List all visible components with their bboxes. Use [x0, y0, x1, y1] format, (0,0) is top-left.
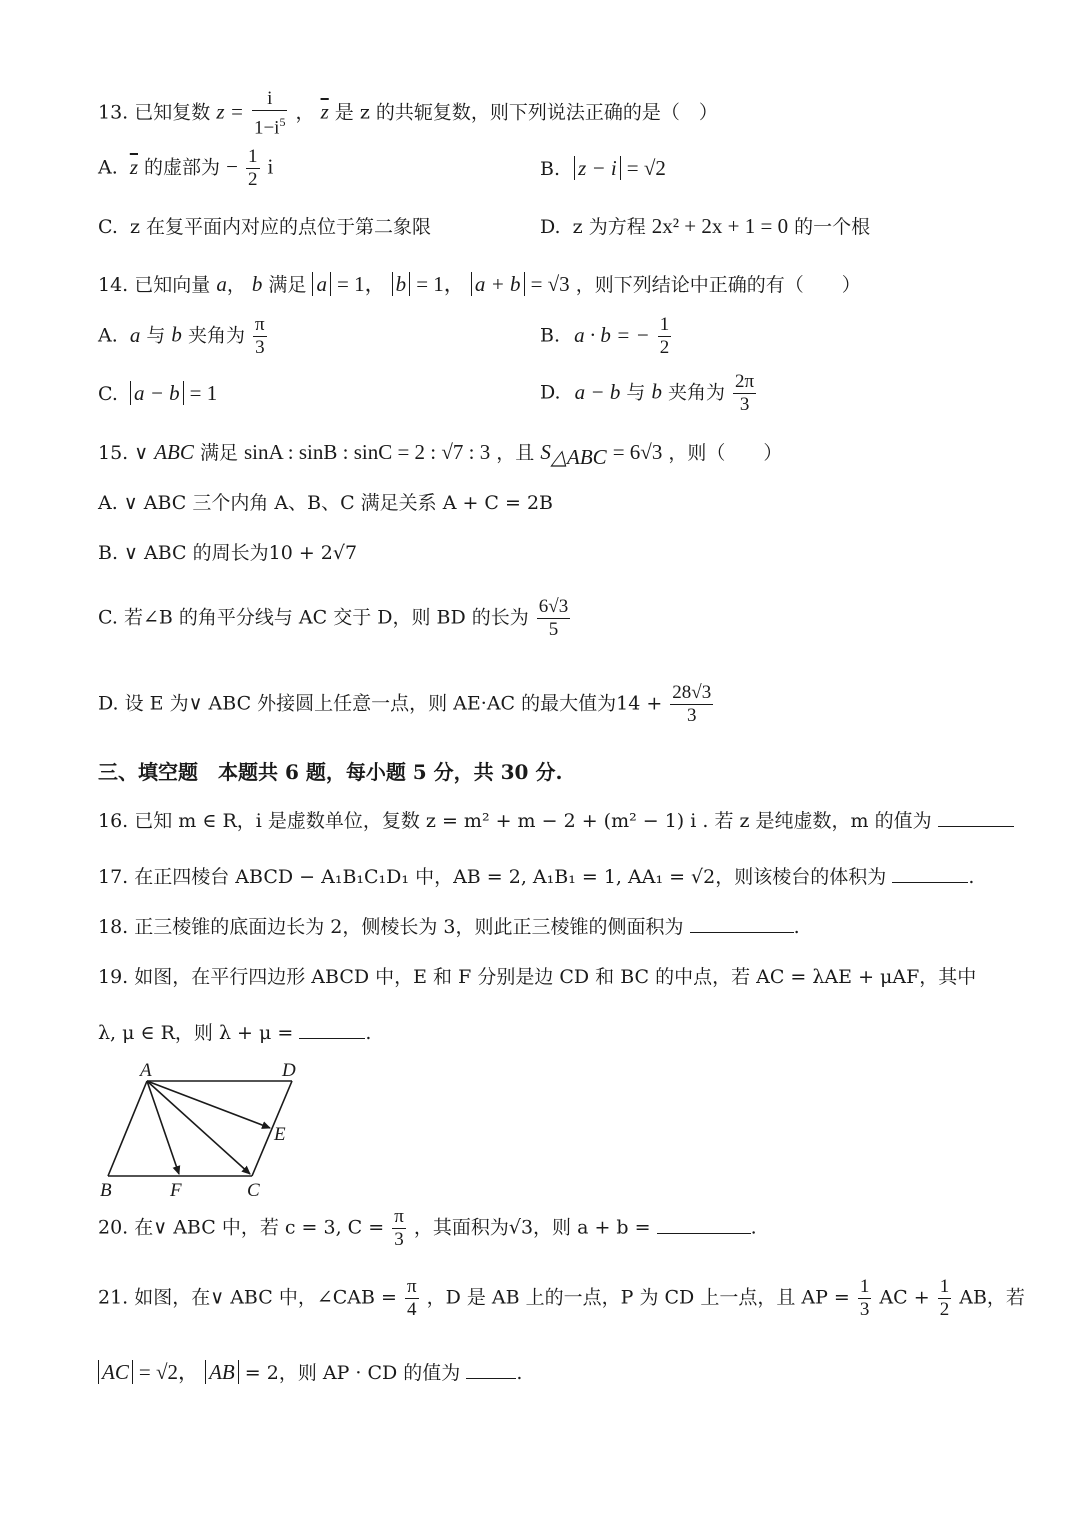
q20-text-a: 20. 在∨ ABC 中，若 c = 3, C = — [98, 1216, 385, 1239]
q14-abs-a: a — [312, 272, 331, 296]
q13-c-label: C. — [98, 216, 118, 238]
q15-b-text: B. ∨ ABC 的周长为10 + 2√7 — [98, 542, 358, 564]
q13-stem-end: 是 z 的共轭复数，则下列说法正确的是（ ） — [334, 101, 718, 124]
q21-eq1: = √2， — [138, 1360, 200, 1384]
q20-text-b: ，其面积为√3，则 a + b = — [413, 1216, 651, 1239]
q21-text-b: ，D 是 AB 上的一点，P 为 CD 上一点，且 AP = — [426, 1286, 850, 1309]
q13-d-equation: 2x² + 2x + 1 = 0 — [651, 214, 789, 238]
q20 — [98, 1206, 757, 1251]
q21-text-c: AC + — [879, 1286, 930, 1309]
edge-dc — [252, 1081, 292, 1176]
q20-fraction — [392, 1206, 406, 1251]
q21-num3: 1 — [939, 1276, 950, 1297]
q21-line2 — [98, 1356, 522, 1386]
q21-eq2: = 2，则 AP · CD 的值为 — [244, 1362, 461, 1384]
q15-then: ，则（ ） — [668, 442, 783, 464]
q14-eq2: = 1， — [416, 272, 465, 296]
section-heading — [98, 756, 562, 785]
q15-and: ，且 — [496, 442, 535, 464]
q14-d-num: 2π — [735, 371, 755, 392]
q18-answer-blank[interactable] — [690, 914, 794, 933]
q17 — [98, 862, 974, 889]
q14-d-vec-b: b — [651, 379, 662, 404]
q14-a-fraction — [253, 314, 267, 359]
q21 — [98, 1276, 1025, 1321]
q19-text: 19. 如图，在平行四边形 ABCD 中，E 和 F 分别是边 CD 和 BC 的中点，若 AC = λAE + μAF，其中 — [98, 966, 977, 988]
q14-option-d — [540, 371, 758, 416]
q13-option-c — [98, 212, 431, 239]
q21-fraction-3 — [938, 1276, 952, 1321]
q14-d-angle-text: 夹角为 — [667, 381, 725, 404]
q20-answer-blank[interactable] — [657, 1215, 751, 1234]
q21-answer-blank[interactable] — [466, 1360, 516, 1379]
q15-option-b — [98, 538, 357, 565]
q17-end: . — [968, 866, 975, 888]
q14-c-abs: a − b — [130, 381, 184, 405]
q14-b-label: B. — [540, 324, 561, 347]
label-e: E — [274, 1124, 286, 1145]
q14-vec-b: b — [251, 272, 263, 296]
q13-option-b — [540, 156, 666, 181]
q21-abs-ac: AC — [98, 1360, 133, 1384]
q19-parallelogram-figure — [92, 1056, 322, 1206]
q13-a-minus: − — [226, 154, 238, 179]
q21-num2: 1 — [859, 1276, 870, 1297]
q14-abs-b: b — [392, 272, 411, 296]
q21-fraction-1 — [405, 1276, 419, 1321]
q13-b-eq: = √2 — [626, 156, 666, 180]
q14-vec-a: a — [216, 272, 227, 296]
q21-fraction-2 — [858, 1276, 872, 1321]
q15-c-den: 5 — [548, 619, 559, 640]
vector-ae — [147, 1081, 270, 1128]
q13-option-a — [98, 146, 273, 191]
q14-eq3: = √3 — [530, 272, 570, 296]
label-c: C — [247, 1180, 260, 1201]
q13-frac-den — [252, 111, 288, 139]
q15-stem — [98, 438, 782, 470]
q14-option-a — [98, 314, 269, 359]
q14-d-label: D. — [540, 381, 561, 404]
q18-end: . — [793, 916, 800, 938]
q14-b-text: a · b = − — [574, 322, 650, 347]
q14-b-den: 2 — [659, 337, 670, 358]
q15-area-sub: △ABC — [550, 444, 607, 469]
q13-frac-num: i — [252, 88, 288, 111]
q20-end: . — [750, 1216, 757, 1239]
q20-den: 3 — [394, 1229, 404, 1250]
q16 — [98, 806, 1014, 833]
q13-comma: ， — [295, 101, 315, 124]
q15-d-text: D. 设 E 为∨ ABC 外接圆上任意一点，则 AE·AC 的最大值为14 + — [98, 692, 663, 715]
q13-a-num: 1 — [248, 146, 258, 167]
q15-option-c — [98, 596, 572, 641]
q14-abs-ab: a + b — [471, 272, 525, 296]
q15-c-num: 6√3 — [538, 596, 569, 617]
q14-satisfy: 满足 — [268, 274, 307, 296]
q14-d-fraction — [733, 371, 756, 416]
q19-end: . — [365, 1022, 372, 1044]
q14-b-num: 1 — [659, 314, 670, 335]
q14-d-with: 与 — [626, 381, 646, 404]
q19-text2: λ, μ ∈ R，则 λ + μ = — [98, 1022, 294, 1044]
q17-answer-blank[interactable] — [892, 864, 968, 883]
q14-c-eq: = 1 — [189, 381, 218, 405]
q13-b-label: B. — [540, 158, 561, 180]
q15-number: 15. ∨ — [98, 442, 149, 464]
q18-text: 18. 正三棱锥的底面边长为 2，侧棱长为 3，则此正三棱锥的侧面积为 — [98, 916, 684, 938]
q14-stem: 14. 已知向量 a， b 满足 a = 1， b = 1， a + b = √3 ，则下列结论中正确的有（ ） — [98, 272, 861, 296]
q21-text-a: 21. 如图，在∨ ABC 中，∠CAB = — [98, 1286, 397, 1309]
q19-answer-blank[interactable] — [299, 1020, 365, 1039]
q13-stem — [98, 88, 718, 139]
q19 — [98, 962, 976, 989]
q15-c-text: C. 若∠B 的角平分线与 AC 交于 D，则 BD 的长为 — [98, 606, 529, 629]
q14-option-b — [540, 314, 673, 359]
q14-b-fraction — [658, 314, 672, 359]
q13-zbar: $\overline{z}$ — [320, 99, 329, 124]
q21-abs-ab: AB — [205, 1360, 239, 1384]
q14-d-den: 3 — [739, 394, 750, 415]
q13-stem-text: 13. 已知复数 — [98, 101, 211, 124]
q13-z-eq: z = — [216, 99, 244, 124]
q13-fraction — [252, 88, 288, 139]
q20-num: π — [394, 1206, 404, 1227]
q14-a-vec-a: a — [129, 322, 141, 347]
q15-satisfy: 满足 — [199, 442, 238, 464]
q14-option-c — [98, 381, 217, 406]
q14-stem-text: 14. 已知向量 — [98, 274, 211, 296]
q13-a-zbar: $\overline{z}$ — [129, 154, 138, 179]
q18 — [98, 912, 800, 939]
q14-d-vec: a − b — [574, 379, 621, 404]
q15-abc: ABC — [154, 440, 194, 464]
label-d: D — [282, 1060, 296, 1081]
q13-d-text-b: 的一个根 — [794, 216, 871, 238]
q14-a-angle-text: 夹角为 — [187, 324, 245, 347]
q14-a-with: 与 — [146, 324, 166, 347]
q13-d-label: D. — [540, 216, 561, 238]
label-a: A — [140, 1060, 152, 1081]
q21-num1: π — [406, 1276, 417, 1297]
q15-option-d — [98, 682, 715, 727]
q21-den1: 4 — [407, 1299, 417, 1320]
q13-frac-den-sup: 5 — [279, 115, 286, 129]
q14-eq1: = 1， — [337, 272, 386, 296]
q14-a-vec-b: b — [171, 322, 182, 347]
q16-text: 16. 已知 m ∈ R，i 是虚数单位，复数 z = m² + m − 2 + (m² − 1) i . 若 z 是纯虚数，m 的值为 — [98, 810, 932, 832]
q15-c-fraction — [537, 596, 570, 641]
q13-option-d — [540, 212, 870, 239]
q13-a-text: 的虚部为 — [144, 156, 221, 179]
q15-d-den: 3 — [687, 705, 697, 726]
q21-den2: 3 — [859, 1299, 870, 1320]
q13-d-text-a: z 为方程 — [572, 216, 646, 238]
q14-stem-end: ，则下列结论中正确的有（ ） — [575, 274, 861, 296]
q21-text-d: AB，若 — [959, 1286, 1025, 1309]
q15-d-num: 28√3 — [672, 682, 712, 703]
q13-c-text: z 在复平面内对应的点位于第二象限 — [129, 216, 432, 238]
q13-frac-den-text: 1−i — [253, 117, 280, 139]
q14-a-den: 3 — [255, 337, 265, 358]
section-title: 三、填空题 本题共 6 题，每小题 5 分，共 30 分. — [98, 760, 563, 784]
q16-answer-blank[interactable] — [938, 808, 1014, 827]
q15-a-text: A. ∨ ABC 三个内角 A、B、C 满足关系 A + C = 2B — [98, 492, 554, 514]
q19-line2 — [98, 1018, 371, 1045]
q14-a-num: π — [255, 314, 265, 335]
q13-a-fraction — [246, 146, 260, 191]
q21-end: . — [516, 1362, 523, 1384]
q14-a-label: A. — [98, 324, 118, 347]
q13-b-abs: z − i — [574, 156, 621, 180]
q17-text: 17. 在正四棱台 ABCD − A₁B₁C₁D₁ 中，AB = 2, A₁B₁ = 1, AA₁ = √2，则该棱台的体积为 — [98, 866, 887, 888]
q15-area-eq: = 6√3 — [612, 440, 663, 464]
q13-a-den: 2 — [248, 169, 258, 190]
label-b: B — [100, 1180, 112, 1201]
q15-d-fraction — [670, 682, 713, 727]
q13-a-label: A. — [98, 156, 118, 179]
q13-a-i: i — [267, 154, 274, 179]
q21-den3: 2 — [939, 1299, 950, 1320]
q15-sin-ratio: sinA : sinB : sinC = 2 : √7 : 3 — [244, 440, 491, 464]
label-f: F — [170, 1180, 182, 1201]
edge-ab — [108, 1081, 147, 1176]
q15-option-a — [98, 488, 553, 515]
q15-area-s: S — [540, 440, 551, 464]
q14-c-label: C. — [98, 383, 118, 405]
